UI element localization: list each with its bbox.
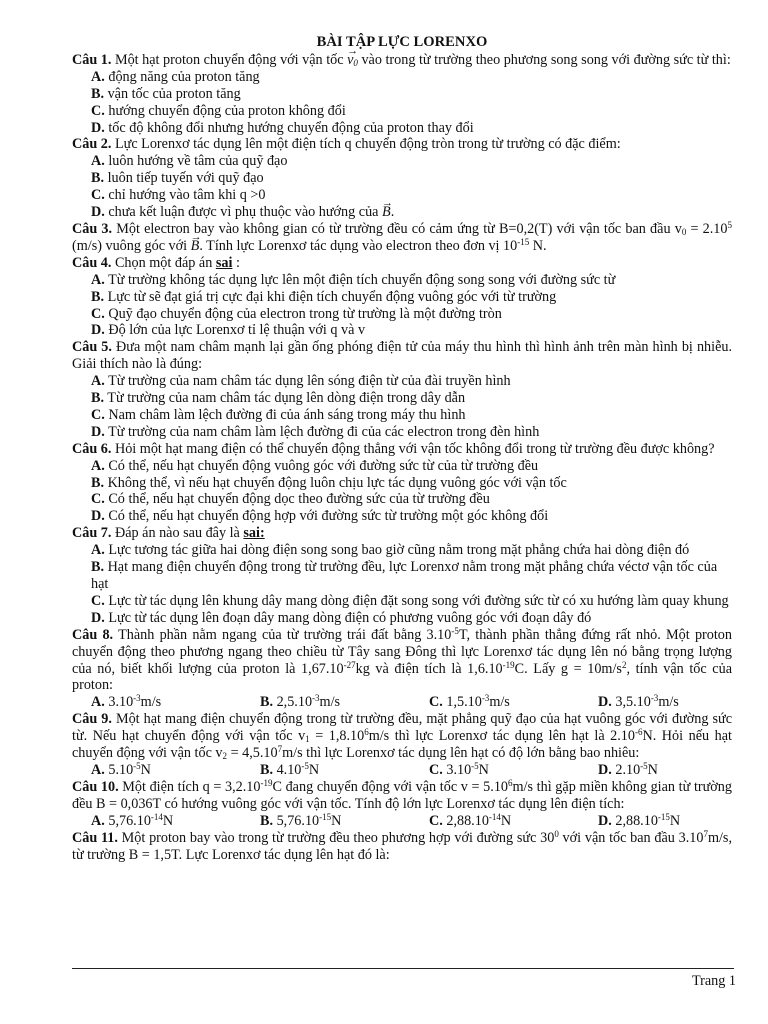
question-text: Hỏi một hạt mang điện có thể chuyển động thẳng với vận tốc không đổi trong từ trường đều được không? xyxy=(111,440,715,457)
answer-option xyxy=(91,762,260,779)
option-unit: N xyxy=(331,812,342,829)
superscript: 5 xyxy=(727,219,732,230)
option-letter: C. xyxy=(429,812,443,829)
answer-option xyxy=(72,204,732,221)
answer-option xyxy=(72,491,732,508)
answer-option xyxy=(72,458,732,475)
superscript: 7 xyxy=(703,828,708,839)
option-text: Từ trường của nam châm tác dụng lên sóng điện từ của đài truyền hình xyxy=(104,373,511,390)
option-letter: A. xyxy=(91,542,105,559)
option-unit: m/s xyxy=(489,694,510,711)
option-unit: m/s xyxy=(658,694,679,711)
option-letter: C. xyxy=(91,491,105,508)
option-text: Từ trường không tác dụng lực lên một điện tích chuyển động song song với đường sức từ xyxy=(104,271,616,288)
vector-symbol: v xyxy=(347,51,354,68)
option-text: 2,88.10 xyxy=(442,812,489,829)
question-tail: : xyxy=(232,254,240,271)
answer-option xyxy=(72,103,732,120)
question-label: Câu 3. xyxy=(72,220,113,237)
option-letter: D. xyxy=(91,423,105,440)
superscript: -27 xyxy=(343,659,356,670)
option-text: vận tốc của proton tăng xyxy=(104,85,241,102)
question-8 xyxy=(72,627,732,695)
answer-option xyxy=(260,762,429,779)
question-text: C đang chuyển động với vận tốc v = 5.10 xyxy=(272,778,509,795)
superscript: -3 xyxy=(481,693,490,704)
superscript: -15 xyxy=(319,811,332,822)
option-unit: N xyxy=(308,761,320,778)
question-text: C. Lấy g = 10m/s xyxy=(514,660,622,677)
superscript: -19 xyxy=(260,777,273,788)
option-unit: m/s xyxy=(319,694,341,711)
question-text: Một hạt mang điện chuyển động trong từ trường đều, mặt phẳng quỹ đạo của hạt vuông góc với đường sức từ. Nếu hạt chuyển động với vận tốc v xyxy=(72,711,732,745)
superscript: 7 xyxy=(277,744,283,755)
answer-option xyxy=(72,322,732,339)
option-letter: D. xyxy=(598,694,612,711)
option-text: 3,5.10 xyxy=(611,694,651,711)
question-label: Câu 11. xyxy=(72,829,118,846)
question-text: vào trong từ trường theo phương song song với đường sức từ thì: xyxy=(357,51,731,68)
option-text: 5,76.10 xyxy=(104,812,151,829)
question-text: N. Hỏi nếu hạt chuyển động với vận tốc v xyxy=(72,728,732,762)
option-unit: N xyxy=(162,812,174,829)
answer-option xyxy=(260,694,429,711)
answer-option xyxy=(429,813,598,830)
option-text: Từ trường của nam châm tác dụng lên dòng điện trong dây dẫn xyxy=(104,390,466,407)
answer-option xyxy=(72,170,732,187)
question-text: N. xyxy=(529,237,547,254)
option-text: Không thể, vì nếu hạt chuyển động luôn chịu lực tác dụng vuông góc với vận tốc xyxy=(104,474,567,491)
answer-option xyxy=(72,86,732,103)
option-letter: D. xyxy=(91,119,105,136)
document-body xyxy=(72,34,732,863)
option-text: 5.10 xyxy=(104,761,134,778)
option-letter: A. xyxy=(91,153,105,170)
option-letter: B. xyxy=(91,390,105,407)
answer-option xyxy=(91,694,260,711)
option-text: Lực từ tác dụng lên đoạn dây mang dòng điện có phương vuông góc với đoạn dây đó xyxy=(104,609,592,626)
option-letter: B. xyxy=(260,812,274,829)
question-text: Thành phần nằm ngang của từ trường trái đất bằng 3.10 xyxy=(113,626,452,643)
option-tail: . xyxy=(390,204,395,221)
question-6 xyxy=(72,441,732,458)
answer-row xyxy=(72,762,732,779)
question-text: (m/s) vuông góc với xyxy=(72,237,191,254)
option-text: 3.10 xyxy=(442,761,472,778)
option-letter: D. xyxy=(91,204,105,221)
option-letter: A. xyxy=(91,761,105,778)
option-letter: C. xyxy=(429,761,443,778)
emphasis-word: sai xyxy=(215,254,233,271)
question-7 xyxy=(72,525,732,542)
question-label: Câu 2. xyxy=(72,136,112,153)
page-number: Trang 1 xyxy=(691,973,736,989)
option-text: chỉ hướng vào tâm khi q >0 xyxy=(104,187,266,204)
option-text: 2,5.10 xyxy=(273,694,313,711)
answer-option xyxy=(72,306,732,323)
option-letter: A. xyxy=(91,271,105,288)
answer-option xyxy=(72,610,732,627)
answer-option xyxy=(429,694,598,711)
option-text: Lực từ tác dụng lên khung dây mang dòng điện đặt song song với đường sức từ có xu hướng làm quay khung xyxy=(104,592,729,609)
question-text: Chọn một đáp án xyxy=(111,254,216,271)
option-letter: D. xyxy=(91,322,105,339)
option-unit: N xyxy=(478,761,489,778)
question-text: = 4,5.10 xyxy=(227,745,278,762)
option-text: Quỹ đạo chuyển động của electron trong từ trường là một đường tròn xyxy=(104,305,502,322)
vector-b: → B xyxy=(191,238,200,255)
option-letter: C. xyxy=(91,305,105,322)
question-text: Đáp án nào sau đây là xyxy=(111,525,244,542)
option-text: 5,76.10 xyxy=(273,812,320,829)
option-letter: A. xyxy=(91,812,105,829)
question-text: Lực Lorenxơ tác dụng lên một điện tích q chuyển động tròn trong từ trường có đặc điểm: xyxy=(111,136,621,153)
question-label: Câu 7. xyxy=(72,525,112,542)
question-11 xyxy=(72,830,732,864)
question-text: Một điện tích q = 3,2.10 xyxy=(118,778,261,795)
question-text: Đưa một nam châm mạnh lại gần ống phóng điện tử của máy thu hình thì hình ảnh trên màn hình bị nhiễu. Giải thích nào là đúng: xyxy=(72,339,733,373)
superscript: -3 xyxy=(650,693,659,704)
option-letter: C. xyxy=(429,694,443,711)
answer-option xyxy=(598,813,680,830)
superscript: -3 xyxy=(312,693,320,704)
superscript: -5 xyxy=(471,760,479,771)
option-text: Có thể, nếu hạt chuyển động dọc theo đường sức của từ trường đều xyxy=(104,491,490,508)
question-label: Câu 1. xyxy=(72,51,112,68)
option-text: chưa kết luận được vì phụ thuộc vào hướng của xyxy=(104,204,383,221)
answer-option xyxy=(72,272,732,289)
option-letter: D. xyxy=(91,508,105,525)
question-10 xyxy=(72,779,732,813)
answer-option xyxy=(72,407,732,424)
answer-option xyxy=(598,694,679,711)
question-label: Câu 6. xyxy=(72,440,112,457)
option-letter: D. xyxy=(598,812,612,829)
question-5 xyxy=(72,339,732,373)
option-text: 4.10 xyxy=(273,761,302,778)
question-text: m/s, từ trường B = 1,5T. Lực Lorenxơ tác dụng lên hạt đó là: xyxy=(72,829,732,863)
option-text: động năng của proton tăng xyxy=(104,68,260,85)
option-letter: C. xyxy=(91,102,105,119)
answer-option xyxy=(72,390,732,407)
question-text: , tính vận tốc của proton: xyxy=(72,660,732,694)
superscript: -15 xyxy=(657,811,670,822)
option-text: Từ trường của nam châm làm lệch đường đi của các electron trong đèn hình xyxy=(104,423,540,440)
superscript: -6 xyxy=(634,727,643,738)
option-text: 2.10 xyxy=(611,761,641,778)
question-text: Một hạt proton chuyển động với vận tốc xyxy=(111,51,348,68)
option-text: Nam châm làm lệch đường đi của ánh sáng trong máy thu hình xyxy=(104,406,466,423)
question-text: với vận tốc ban đầu 3.10 xyxy=(558,829,704,846)
answer-option xyxy=(72,508,732,525)
option-letter: C. xyxy=(91,187,105,204)
option-letter: B. xyxy=(91,474,105,491)
option-letter: A. xyxy=(91,373,105,390)
option-letter: B. xyxy=(260,694,274,711)
question-text: m/s thì lực Lorenxơ tác dụng lên hạt có độ lớn bằng bao nhiêu: xyxy=(282,745,640,762)
question-text: T, thành phần thẳng đứng rất nhỏ. Một proton chuyển động theo phương ngang theo chiều từ Tây sang Đông thì lực Lorenxơ tác dụng lên nó bằng trọng lượng của nó, biết khối lượng của proton là 1,67.10 xyxy=(72,626,732,677)
vector-subscript: 0 xyxy=(353,57,358,68)
question-label: Câu 9. xyxy=(72,711,112,728)
question-2 xyxy=(72,136,732,153)
option-letter: B. xyxy=(91,85,105,102)
option-text: Độ lớn của lực Lorenxơ tỉ lệ thuận với q và v xyxy=(104,322,366,339)
option-unit: N xyxy=(140,761,151,778)
question-text: = 2.10 xyxy=(686,220,728,237)
question-1 xyxy=(72,52,732,69)
option-unit: N xyxy=(500,812,512,829)
superscript: -14 xyxy=(150,811,163,822)
superscript: -5 xyxy=(451,625,459,636)
answer-row xyxy=(72,813,732,830)
superscript: 6 xyxy=(364,727,369,738)
answer-option xyxy=(260,813,429,830)
answer-option xyxy=(72,289,732,306)
superscript: 0 xyxy=(554,828,559,839)
superscript: -3 xyxy=(133,693,141,704)
question-label: Câu 5. xyxy=(72,339,112,356)
option-letter: B. xyxy=(91,288,105,305)
option-text: Lực từ sẽ đạt giá trị cực đại khi điện tích chuyển động vuông góc với từ trường xyxy=(104,288,557,305)
answer-option xyxy=(72,69,732,86)
answer-option xyxy=(72,475,732,492)
footer-divider xyxy=(72,968,734,969)
question-text: kg và điện tích là 1,6.10 xyxy=(355,660,503,677)
option-text: Lực tương tác giữa hai dòng điện song song bao giờ cũng nằm trong mặt phẳng chứa hai dòng điện đó xyxy=(104,542,690,559)
emphasis-word: sai: xyxy=(243,525,265,542)
superscript: 2 xyxy=(621,659,627,670)
option-letter: D. xyxy=(91,609,105,626)
answer-option xyxy=(72,593,732,610)
answer-option xyxy=(72,153,732,170)
option-text: tốc độ không đổi nhưng hướng chuyển động của proton thay đổi xyxy=(104,119,474,136)
option-unit: N xyxy=(669,812,681,829)
answer-option xyxy=(72,559,732,593)
answer-option xyxy=(91,813,260,830)
question-4 xyxy=(72,255,732,272)
answer-option xyxy=(72,187,732,204)
question-9 xyxy=(72,711,732,762)
question-label: Câu 10. xyxy=(72,778,119,795)
document-title: BÀI TẬP LỰC LORENXO xyxy=(316,34,488,50)
answer-option xyxy=(72,542,732,559)
option-unit: N xyxy=(647,761,658,778)
question-text: m/s thì lực Lorenxơ tác dụng lên hạt là 2.10 xyxy=(368,728,635,745)
vector-b: → B xyxy=(382,204,391,221)
option-text: 1,5.10 xyxy=(442,694,482,711)
option-text: hướng chuyển động của proton không đổi xyxy=(104,102,346,119)
subscript: 2 xyxy=(222,751,228,762)
option-letter: A. xyxy=(91,68,105,85)
question-text: m/s thì gặp miền không gian từ trường đều B = 0,036T có hướng vuông góc với vận tốc. Tính độ lớn lực Lorenxơ tác dụng lên điện tích: xyxy=(72,778,732,812)
option-text: luôn tiếp tuyến với quỹ đạo xyxy=(104,170,264,187)
superscript: 6 xyxy=(508,777,513,788)
answer-option xyxy=(72,373,732,390)
option-text: Có thể, nếu hạt chuyển động hợp với đường sức từ trường một góc không đổi xyxy=(104,508,549,525)
superscript: -5 xyxy=(640,760,648,771)
option-letter: C. xyxy=(91,406,105,423)
option-text: luôn hướng về tâm của quỹ đạo xyxy=(104,153,288,170)
question-text: Một proton bay vào trong từ trường đều theo phương hợp với đường sức 30 xyxy=(117,829,555,846)
option-letter: A. xyxy=(91,457,105,474)
superscript: -15 xyxy=(517,236,530,247)
option-text: 2,88.10 xyxy=(611,812,658,829)
option-letter: A. xyxy=(91,694,105,711)
question-label: Câu 8. xyxy=(72,626,114,643)
option-letter: B. xyxy=(91,170,105,187)
vector-v0 xyxy=(347,52,358,69)
option-letter: B. xyxy=(91,559,105,576)
question-text: . Tính lực Lorenxơ tác dụng vào electron theo đơn vị 10 xyxy=(199,237,518,254)
question-text: = 1,8.10 xyxy=(309,728,365,745)
answer-option xyxy=(598,762,658,779)
answer-option xyxy=(429,762,598,779)
option-unit: m/s xyxy=(140,694,162,711)
question-3 xyxy=(72,221,732,255)
option-text: 3.10 xyxy=(104,694,134,711)
superscript: -5 xyxy=(301,760,309,771)
superscript: -14 xyxy=(488,811,501,822)
option-letter: C. xyxy=(91,592,105,609)
question-label: Câu 4. xyxy=(72,254,112,271)
answer-row xyxy=(72,694,732,711)
option-letter: B. xyxy=(260,761,274,778)
option-text: Hạt mang điện chuyển động trong từ trường đều, lực Lorenxơ nằm trong mặt phẳng chứa véctơ vận tốc của hạt xyxy=(91,559,718,592)
subscript: 0 xyxy=(681,226,687,237)
superscript: -19 xyxy=(502,659,515,670)
subscript: 1 xyxy=(305,734,310,745)
answer-option xyxy=(72,120,732,137)
superscript: -5 xyxy=(133,760,141,771)
question-text: Một electron bay vào không gian có từ trường đều có cảm ứng từ B=0,2(T) với vận tốc ban đầu v xyxy=(112,220,682,237)
option-text: Có thể, nếu hạt chuyển động vuông góc với đường sức từ của từ trường đều xyxy=(104,457,539,474)
option-letter: D. xyxy=(598,761,612,778)
answer-option xyxy=(72,424,732,441)
